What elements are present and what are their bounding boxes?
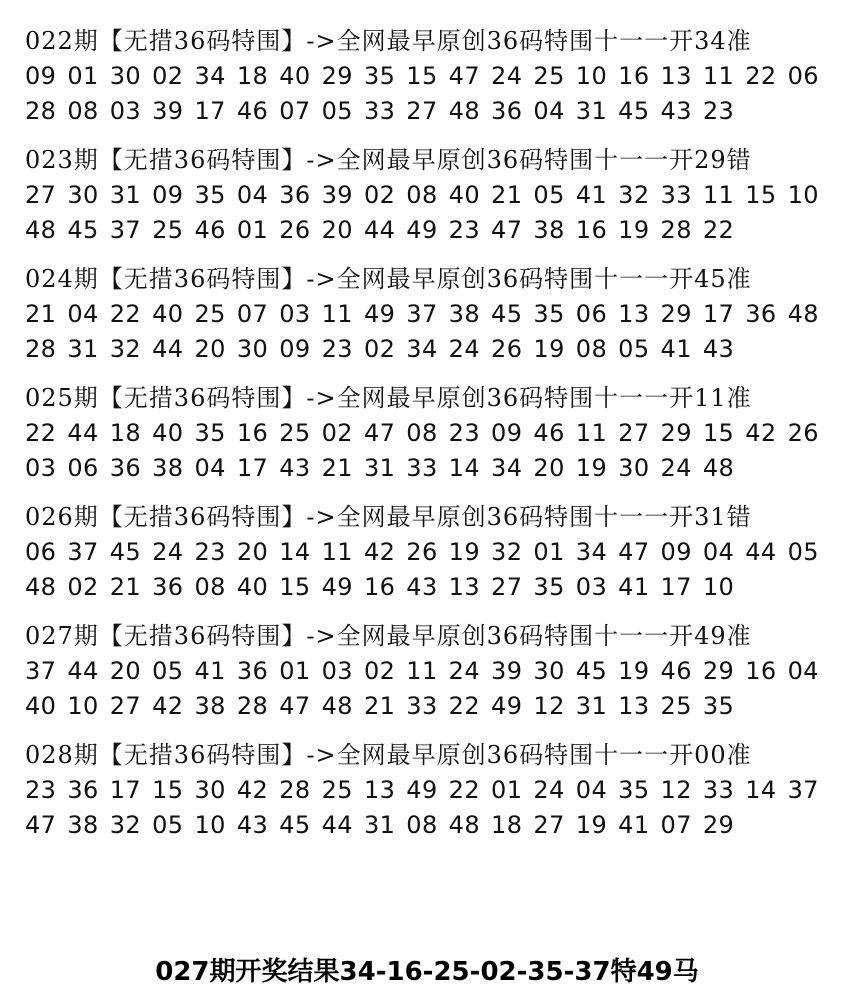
record-header: 022期【无措36码特围】->全网最早原创36码特围十一一开34准 [25, 27, 752, 55]
record-027 [25, 619, 835, 724]
record-022 [25, 24, 835, 129]
record-numbers-row-1: 22 44 18 40 35 16 25 02 47 08 23 09 46 11 27 29 15 42 26 [25, 419, 819, 447]
record-header: 028期【无措36码特围】->全网最早原创36码特围十一一开00准 [25, 741, 752, 769]
draw-result-text: 027期开奖结果34-16-25-02-35-37特49马 [155, 957, 699, 987]
records-list [25, 24, 835, 857]
record-numbers-row-2: 03 06 36 38 04 17 43 21 31 33 14 34 20 19 30 24 48 [25, 454, 735, 482]
record-header: 025期【无措36码特围】->全网最早原创36码特围十一一开11准 [25, 384, 752, 412]
record-numbers-row-1: 27 30 31 09 35 04 36 39 02 08 40 21 05 41 32 33 11 15 10 [25, 181, 819, 209]
record-numbers-row-1: 06 37 45 24 23 20 14 11 42 26 19 32 01 34 47 09 04 44 05 [25, 538, 819, 566]
record-numbers-row-2: 48 02 21 36 08 40 15 49 16 43 13 27 35 03 41 17 10 [25, 573, 735, 601]
record-header: 026期【无措36码特围】->全网最早原创36码特围十一一开31错 [25, 503, 752, 531]
record-023 [25, 143, 835, 248]
record-numbers-row-2: 47 38 32 05 10 43 45 44 31 08 48 18 27 19 41 07 29 [25, 811, 735, 839]
record-header: 027期【无措36码特围】->全网最早原创36码特围十一一开49准 [25, 622, 752, 650]
record-numbers-row-2: 28 08 03 39 17 46 07 05 33 27 48 36 04 31 45 43 23 [25, 97, 735, 125]
record-024 [25, 262, 835, 367]
record-numbers-row-2: 28 31 32 44 20 30 09 23 02 34 24 26 19 08 05 41 43 [25, 335, 735, 363]
record-026 [25, 500, 835, 605]
record-numbers-row-1: 09 01 30 02 34 18 40 29 35 15 47 24 25 10 16 13 11 22 06 [25, 62, 819, 90]
record-numbers-row-1: 21 04 22 40 25 07 03 11 49 37 38 45 35 06 13 29 17 36 48 [25, 300, 819, 328]
record-numbers-row-1: 23 36 17 15 30 42 28 25 13 49 22 01 24 04 35 12 33 14 37 [25, 776, 819, 804]
record-025 [25, 381, 835, 486]
record-header: 023期【无措36码特围】->全网最早原创36码特围十一一开29错 [25, 146, 752, 174]
record-header: 024期【无措36码特围】->全网最早原创36码特围十一一开45准 [25, 265, 752, 293]
record-numbers-row-1: 37 44 20 05 41 36 01 03 02 11 24 39 30 45 19 46 29 16 04 [25, 657, 819, 685]
record-numbers-row-2: 40 10 27 42 38 28 47 48 21 33 22 49 12 31 13 25 35 [25, 692, 735, 720]
record-028 [25, 738, 835, 843]
record-numbers-row-2: 48 45 37 25 46 01 26 20 44 49 23 47 38 16 19 28 22 [25, 216, 735, 244]
